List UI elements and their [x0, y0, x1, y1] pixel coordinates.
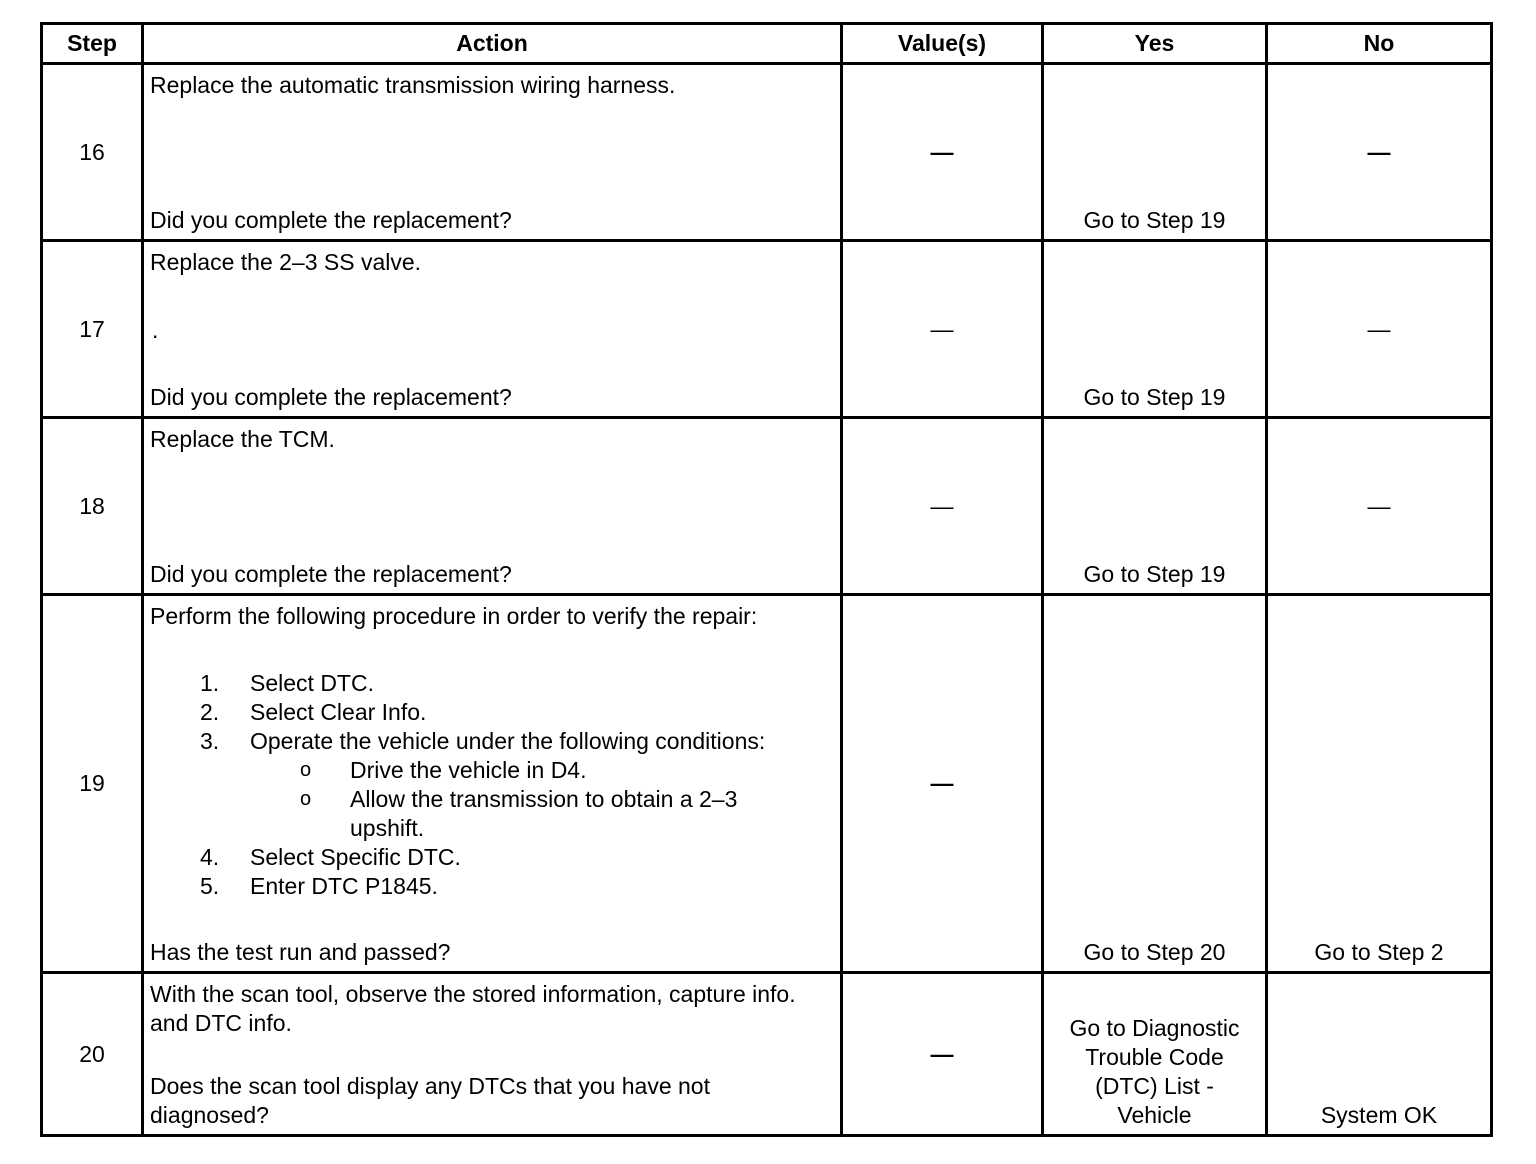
action-text: With the scan tool, observe the stored information, capture info. and DTC info. — [150, 981, 796, 1036]
yes-cell — [1043, 64, 1267, 241]
sub-list — [250, 756, 834, 843]
action-text: Perform the following procedure in order to verify the repair: — [150, 603, 758, 629]
list-number: 2. — [200, 699, 220, 725]
list-item — [200, 872, 834, 901]
action-cell — [143, 241, 842, 418]
value-cell: — — [842, 973, 1043, 1136]
action-question: Has the test run and passed? — [150, 939, 451, 965]
value-cell: — — [842, 241, 1043, 418]
value-cell: — — [842, 418, 1043, 595]
header-step: Step — [42, 24, 143, 64]
table-row — [42, 595, 1492, 973]
list-number: 4. — [200, 844, 220, 870]
list-item — [200, 727, 834, 843]
list-text: Select DTC. — [250, 670, 374, 696]
list-text: Select Clear Info. — [250, 699, 427, 725]
header-action: Action — [143, 24, 842, 64]
no-cell: — — [1267, 418, 1492, 595]
no-link[interactable]: Go to Step 2 — [1314, 939, 1444, 965]
list-item — [200, 669, 834, 698]
value-cell: — — [842, 595, 1043, 973]
table-row — [42, 418, 1492, 595]
bullet-icon: o — [300, 759, 312, 781]
table-row — [42, 973, 1492, 1136]
header-no: No — [1267, 24, 1492, 64]
table-row — [42, 241, 1492, 418]
list-item — [200, 698, 834, 727]
action-cell — [143, 64, 842, 241]
action-cell — [143, 973, 842, 1136]
header-row — [42, 24, 1492, 64]
no-cell: — — [1267, 241, 1492, 418]
action-cell — [143, 595, 842, 973]
action-question: Does the scan tool display any DTCs that you have not diagnosed? — [150, 1073, 710, 1128]
list-item — [200, 843, 834, 872]
header-yes: Yes — [1043, 24, 1267, 64]
yes-link[interactable]: Go to Step 19 — [1083, 207, 1226, 233]
value-cell: — — [842, 64, 1043, 241]
list-number: 1. — [200, 670, 220, 696]
yes-cell — [1043, 418, 1267, 595]
procedure-list — [150, 669, 834, 901]
yes-cell — [1043, 973, 1267, 1136]
step-number: 17 — [42, 241, 143, 418]
action-cell — [143, 418, 842, 595]
yes-cell — [1043, 595, 1267, 973]
yes-link[interactable]: Go to Diagnostic Trouble Code (DTC) List - Vehicle — [1069, 1015, 1240, 1128]
step-number: 16 — [42, 64, 143, 241]
step-number: 19 — [42, 595, 143, 973]
sub-list-text: Allow the transmission to obtain a 2–3 upshift. — [350, 786, 738, 841]
no-cell: — — [1267, 64, 1492, 241]
no-result: System OK — [1320, 1102, 1438, 1128]
sub-list-item — [300, 785, 810, 843]
list-number: 5. — [200, 873, 220, 899]
table-row — [42, 64, 1492, 241]
list-text: Operate the vehicle under the following conditions: — [250, 728, 766, 754]
yes-link[interactable]: Go to Step 20 — [1083, 939, 1226, 965]
list-text: Enter DTC P1845. — [250, 873, 438, 899]
yes-link[interactable]: Go to Step 19 — [1083, 384, 1226, 410]
sub-list-item — [300, 756, 834, 785]
step-number: 18 — [42, 418, 143, 595]
action-text: Replace the 2–3 SS valve. — [150, 249, 422, 275]
no-cell — [1267, 973, 1492, 1136]
bullet-icon: o — [300, 788, 312, 810]
action-text: Replace the TCM. — [150, 426, 335, 452]
action-note: . — [152, 316, 159, 343]
list-number: 3. — [200, 728, 220, 754]
diagnostic-table — [40, 22, 1493, 1137]
sub-list-text: Drive the vehicle in D4. — [350, 757, 587, 783]
no-cell — [1267, 595, 1492, 973]
action-question: Did you complete the replacement? — [150, 207, 512, 233]
list-text: Select Specific DTC. — [250, 844, 461, 870]
step-number: 20 — [42, 973, 143, 1136]
header-values: Value(s) — [842, 24, 1043, 64]
yes-link[interactable]: Go to Step 19 — [1083, 561, 1226, 587]
yes-cell — [1043, 241, 1267, 418]
action-question: Did you complete the replacement? — [150, 384, 512, 410]
action-question: Did you complete the replacement? — [150, 561, 512, 587]
action-text: Replace the automatic transmission wiring harness. — [150, 72, 676, 98]
